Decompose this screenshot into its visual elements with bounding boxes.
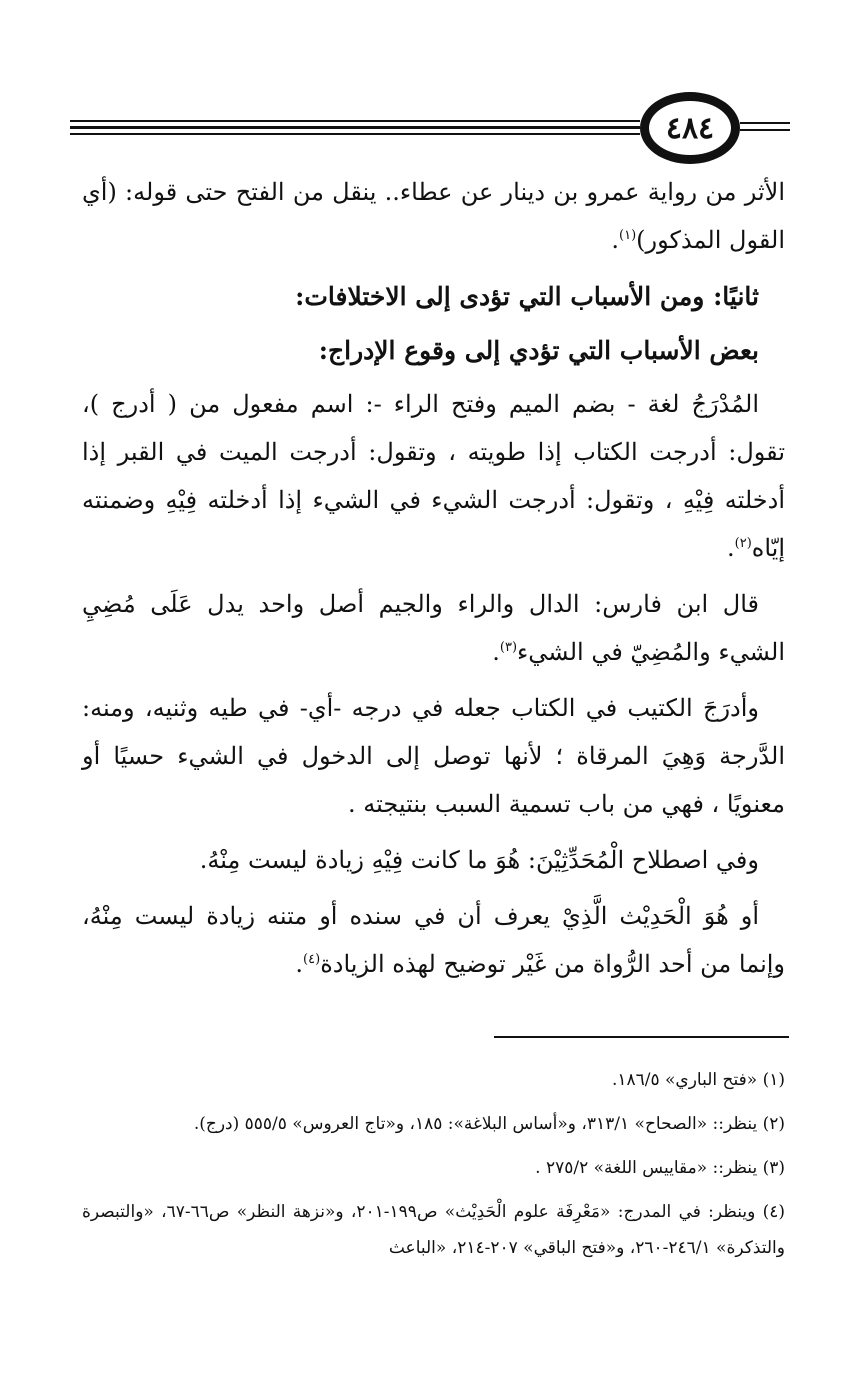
- paragraph-end: .: [492, 638, 500, 666]
- main-text: [82, 168, 785, 996]
- footnote-separator: [494, 1036, 789, 1038]
- footnote-ref: (١): [619, 228, 637, 243]
- footnote-ref: (٣): [499, 640, 518, 655]
- footnote: (٣) ينظر:: «مقاييس اللغة» ٢٧٥/٢ .: [535, 1158, 785, 1178]
- paragraph-end: .: [726, 534, 735, 562]
- paragraph: وفي اصطلاح الْمُحَدِّثِيْنَ: هُوَ ما كانت فِيْهِ زيادة ليست مِنْهُ.: [199, 846, 759, 874]
- footnotes: [82, 1062, 785, 1274]
- footnote: (٢) ينظر:: «الصحاح» ٣١٣/١، و«أساس البلاغة»: ١٨٥، و«تاج العروس» ٥٥٥/٥ (درج).: [193, 1114, 785, 1134]
- header-rule: [70, 120, 640, 122]
- header-rule: [70, 133, 640, 135]
- paragraph-text: قال ابن فارس: الدال والراء والجيم أصل واحد يدل عَلَى مُضِيِ الشيء والمُضِيّ في الشيء: [82, 590, 785, 666]
- section-heading: ثانيًا: ومن الأسباب التي تؤدى إلى الاختلافات:: [295, 282, 759, 311]
- paragraph-end: .: [295, 950, 304, 978]
- header-rule: [740, 122, 790, 124]
- header-rule: [70, 126, 640, 129]
- paragraph-end: .: [611, 226, 620, 254]
- paragraph: [82, 168, 785, 264]
- header-rule: [740, 129, 790, 131]
- paragraph-text: أو هُوَ الْحَدِيْث الَّذِيْ يعرف أن في سنده أو متنه زيادة ليست مِنْهُ، وإنما من أحد الرُّواة من غَيْر توضيح لهذه الزيادة: [82, 902, 785, 978]
- paragraph: [82, 892, 785, 988]
- footnote: (٤) وينظر: في المدرج: «مَعْرِفَة علوم الْحَدِيْث» ص١٩٩-٢٠١، و«نزهة النظر» ص٦٦-٦٧، «والتبصرة والتذكرة» ٢٤٦/١-٢٦٠، و«فتح الباقي» ٢٠٧-٢١٤، «الباعث: [82, 1202, 786, 1258]
- page-number: ٤٨٤: [640, 92, 740, 164]
- footnote: (١) «فتح الباري» ١٨٦/٥.: [611, 1070, 785, 1090]
- paragraph: [82, 380, 785, 572]
- paragraph: وأدرَجَ الكتيب في الكتاب جعله في درجه -أي- في طيه وثنيه، ومنه: الدَّرجة وَهِيَ المرقاة ؛ لأنها توصل إلى الدخول في الشيء حسيًا أو معنويًا ، فهي من باب تسمية السبب بنتيجته .: [82, 694, 785, 818]
- paragraph-text: المُدْرَجُ لغة - بضم الميم وفتح الراء -: اسم مفعول من ( أدرج )، تقول: أدرجت الكتاب إذا طويته ، وتقول: أدرجت الميت في القبر إذا أدخلته فِيْهِ ، وتقول: أدرجت الشيء في الشيء إذا أدخلته فِيْهِ وضمنته إيّاه: [82, 390, 785, 562]
- section-subheading: بعض الأسباب التي تؤدي إلى وقوع الإدراج:: [318, 336, 759, 365]
- paragraph: [82, 580, 785, 676]
- page-header: [70, 100, 790, 175]
- footnote-ref: (٤): [303, 952, 321, 967]
- footnote-ref: (٢): [734, 536, 752, 551]
- paragraph-text: الأثر من رواية عمرو بن دينار عن عطاء.. ينقل من الفتح حتى قوله: (أي القول المذكور): [82, 178, 785, 254]
